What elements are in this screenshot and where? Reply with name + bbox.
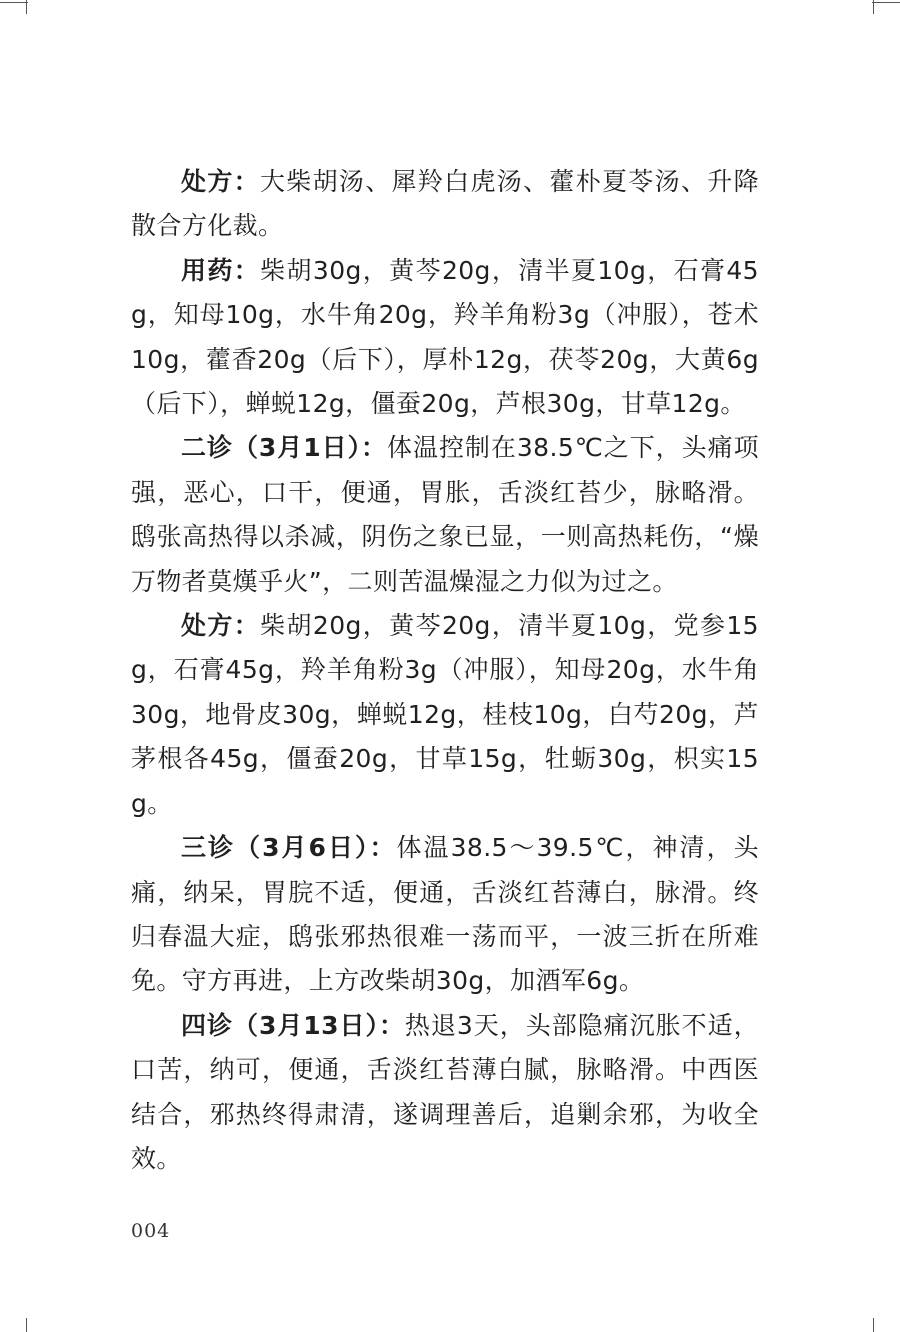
paragraph-prescription-1 <box>131 160 759 249</box>
page-body <box>131 160 759 1181</box>
paragraph-lead: 处方： <box>181 167 260 196</box>
paragraph-text: 体温控制在38.5℃之下，头痛项强，恶心，口干，便通，胃胀，舌淡红苔少，脉略滑。鸱张高热得以杀减，阴伤之象已显，一则高热耗伤，“燥万物者莫熯乎火”，二则苦温燥湿之力似为过之。 <box>131 433 759 596</box>
paragraph-prescription-2 <box>131 604 759 826</box>
crop-mark-top-right-vertical <box>873 0 874 14</box>
crop-mark-top-right <box>872 2 900 3</box>
paragraph-lead: 处方： <box>181 611 261 641</box>
paragraph-text: 体温38.5～39.5℃，神清，头痛，纳呆，胃脘不适，便通，舌淡红苔薄白，脉滑。终归春温大症，鸱张邪热很难一荡而平，一波三折在所难免。守方再进，上方改柴胡30g，加酒军6g。 <box>131 833 759 996</box>
crop-mark-bottom-right <box>873 1318 874 1332</box>
page-number: 004 <box>131 1220 171 1242</box>
paragraph-third-visit <box>131 826 759 1004</box>
paragraph-second-visit <box>131 426 759 604</box>
paragraph-lead: 用药： <box>181 255 261 285</box>
crop-mark-top-left-vertical <box>26 0 27 14</box>
paragraph-medication <box>131 249 759 427</box>
paragraph-text: 大柴胡汤、犀羚白虎汤、藿朴夏苓汤、升降散合方化裁。 <box>131 167 760 241</box>
crop-mark-top-left <box>0 2 28 3</box>
paragraph-text: 热退3天，头部隐痛沉胀不适，口苦，纳可，便通，舌淡红苔薄白腻，脉略滑。中西医结合，邪热终得肃清，遂调理善后，追剿余邪，为收全效。 <box>131 1010 759 1173</box>
paragraph-fourth-visit <box>131 1004 759 1182</box>
paragraph-text: 柴胡20g，黄芩20g，清半夏10g，党参15g，石膏45g，羚羊角粉3g（冲服），知母20g，水牛角30g，地骨皮30g，蝉蜕12g，桂枝10g，白芍20g，芦茅根各45g，僵蚕20g，甘草15g，牡蛎30g，枳实15g。 <box>131 611 759 818</box>
paragraph-text: 柴胡30g，黄芩20g，清半夏10g，石膏45g，知母10g，水牛角20g，羚羊角粉3g（冲服），苍术10g，藿香20g（后下），厚朴12g，茯苓20g，大黄6g（后下），蝉蜕12g，僵蚕20g，芦根30g，甘草12g。 <box>131 255 759 419</box>
paragraph-lead: 二诊（3月1日）： <box>181 433 388 463</box>
paragraph-lead: 三诊（3月6日）： <box>181 833 397 863</box>
crop-mark-bottom-left <box>26 1318 27 1332</box>
paragraph-lead: 四诊（3月13日）： <box>181 1010 405 1040</box>
